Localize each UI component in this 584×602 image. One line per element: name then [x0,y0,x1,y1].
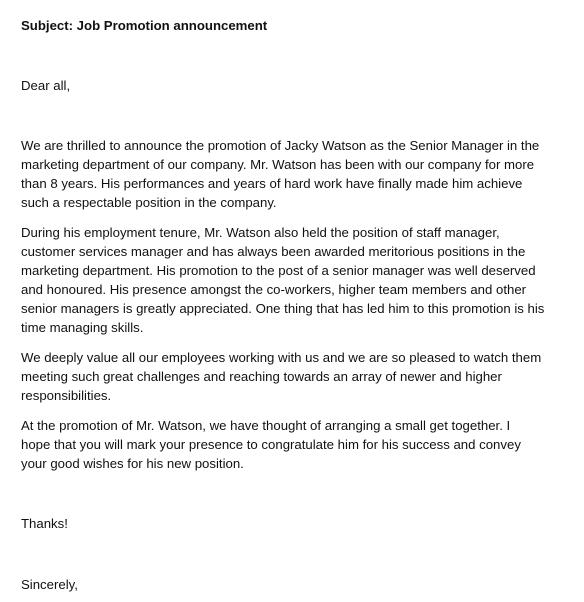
paragraph-line: such a respectable position in the company. [21,195,277,210]
paragraph-4 [21,416,569,473]
paragraph-2 [21,223,569,337]
greeting: Dear all, [21,78,71,93]
subject-line: Subject: Job Promotion announcement [21,18,268,33]
paragraph-line: your good wishes for his new position. [21,456,244,471]
paragraph-line: time managing skills. [21,320,144,335]
paragraph-line: We are thrilled to announce the promotion of Jacky Watson as the Senior Manager in the [21,138,540,153]
thanks-line: Thanks! [21,516,68,531]
paragraph-line: responsibilities. [21,388,112,403]
paragraph-3 [21,348,569,405]
paragraph-line: hope that you will mark your presence to congratulate him for his success and convey [21,437,521,452]
paragraph-line: marketing department. His promotion to the post of a senior manager was well deserved [21,263,536,278]
paragraph-line: During his employment tenure, Mr. Watson also held the position of staff manager, [21,225,500,240]
paragraph-line: At the promotion of Mr. Watson, we have thought of arranging a small get together. I [21,418,511,433]
paragraph-line: senior managers is greatly appreciated. One thing that has led him to this promotion is his [21,301,545,316]
paragraph-line: marketing department of our company. Mr. Watson has been with our company for more [21,157,535,172]
paragraph-line: customer services manager and has always been awarded meritorious positions in the [21,244,526,259]
paragraph-line: and honoured. His presence amongst the co-workers, higher team members and other [21,282,527,297]
paragraph-line: than 8 years. His performances and years of hard work have finally made him achieve [21,176,523,191]
closing-line: Sincerely, [21,577,78,592]
paragraph-line: meeting such great challenges and reaching towards an array of newer and higher [21,369,502,384]
paragraph-line: We deeply value all our employees working with us and we are so pleased to watch them [21,350,542,365]
paragraph-1 [21,136,569,212]
